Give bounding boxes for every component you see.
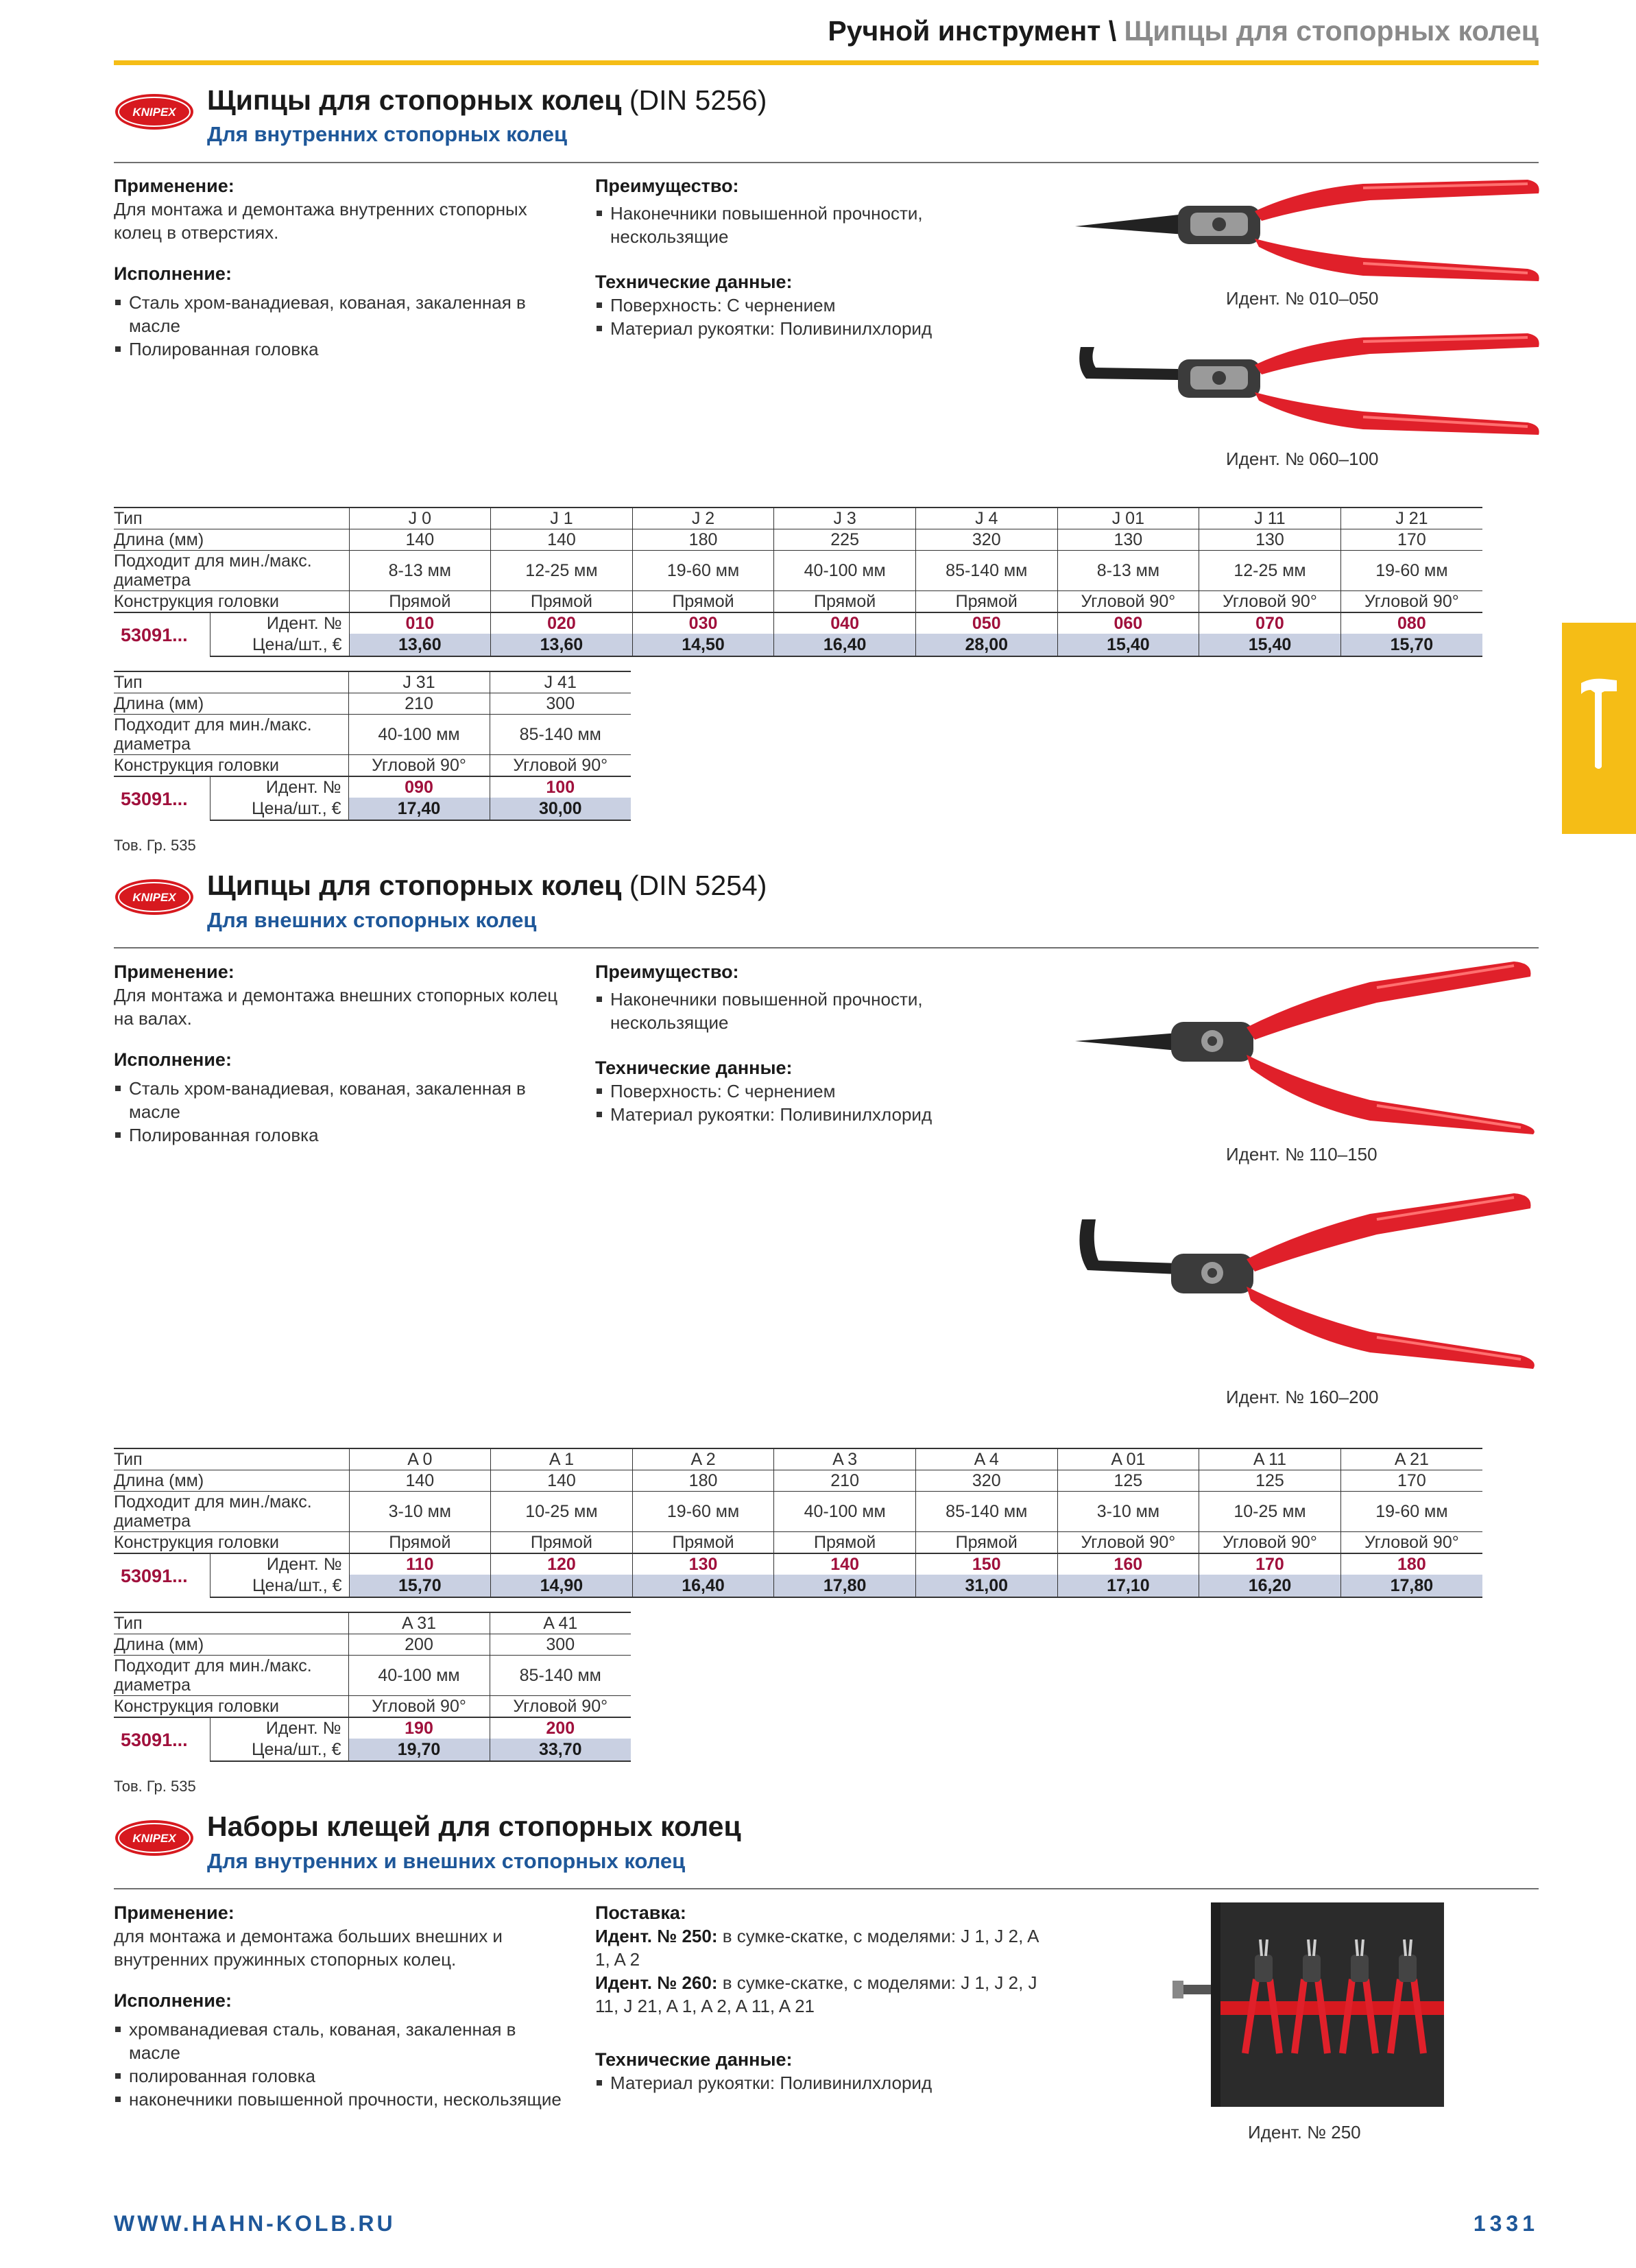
cell-type: J 31 [348, 671, 490, 693]
header-category: Ручной инструмент [828, 15, 1101, 47]
tech-data-label: Технические данные: [595, 272, 793, 292]
label-type: Тип [114, 508, 349, 529]
label-length: Длина (мм) [114, 693, 348, 715]
row-length [114, 1470, 1482, 1492]
cell-type: A 0 [349, 1448, 491, 1470]
cell-head: Прямой [915, 591, 1057, 613]
cell-ident: 050 [915, 612, 1057, 634]
product-group: Тов. Гр. 535 [114, 1778, 196, 1795]
pliers-angled-image [1075, 1189, 1541, 1374]
section-title-norm: (DIN 5254) [621, 870, 767, 901]
label-price: Цена/шт., € [210, 1575, 349, 1597]
row-head [114, 591, 1482, 613]
pliers-straight-image [1075, 959, 1541, 1137]
header-separator: \ [1100, 15, 1124, 47]
execution-item: Полированная головка [114, 337, 566, 361]
cell-ident: 160 [1057, 1553, 1199, 1575]
cell-ident: 010 [349, 612, 491, 634]
cell-diameter: 3-10 мм [349, 1492, 491, 1532]
label-type: Тип [114, 1448, 349, 1470]
label-type: Тип [114, 671, 348, 693]
tech-data-label: Технические данные: [595, 2049, 793, 2070]
knipex-logo-text: KNIPEX [132, 1832, 176, 1845]
cell-price: 16,20 [1199, 1575, 1341, 1597]
cell-ident: 030 [632, 612, 774, 634]
cell-length: 140 [491, 529, 633, 551]
spec-table [114, 507, 1482, 657]
label-ident: Идент. № [210, 1717, 348, 1739]
row-diameter [114, 1492, 1482, 1532]
cell-ident: 120 [491, 1553, 633, 1575]
cell-length: 140 [349, 529, 491, 551]
cell-ident: 170 [1199, 1553, 1341, 1575]
supply-text: в сумке-скатке, с моделями: J 1, J 2, A 1, A 2 [595, 1926, 1039, 1970]
execution-label: Исполнение: [114, 1049, 232, 1070]
supply-item [595, 1971, 1048, 2018]
pliers-angled-image [1075, 326, 1541, 436]
cell-type: A 4 [915, 1448, 1057, 1470]
ident-caption: Идент. № 010–050 [1226, 288, 1379, 309]
cell-length: 125 [1057, 1470, 1199, 1492]
row-length [114, 1634, 631, 1656]
spec-table [114, 671, 631, 821]
cell-diameter: 85-140 мм [490, 1656, 631, 1696]
cell-length: 300 [490, 1634, 631, 1656]
section-rule [114, 162, 1539, 163]
cell-diameter: 85-140 мм [915, 551, 1057, 591]
cell-ident: 140 [774, 1553, 916, 1575]
application-label: Применение: [114, 176, 234, 196]
cell-diameter: 19-60 мм [1340, 551, 1482, 591]
cell-length: 225 [774, 529, 916, 551]
cell-head: Угловой 90° [1199, 591, 1341, 613]
application-text: Для монтажа и демонтажа внешних стопорных колец на валах. [114, 985, 558, 1029]
cell-price: 15,70 [349, 1575, 491, 1597]
spec-table [114, 1612, 631, 1762]
cell-ident: 190 [348, 1717, 490, 1739]
cell-type: A 31 [348, 1612, 490, 1634]
row-head [114, 1532, 1482, 1554]
article-prefix: 53091... [114, 1553, 210, 1597]
tech-data-item: Материал рукоятки: Поливинилхлорид [595, 317, 1007, 340]
cell-diameter: 40-100 мм [774, 1492, 916, 1532]
cell-type: A 1 [491, 1448, 633, 1470]
knipex-logo-text: KNIPEX [132, 891, 176, 904]
section-title [207, 1811, 741, 1843]
cell-type: J 4 [915, 508, 1057, 529]
section-title-bold: Наборы клещей для стопорных колец [207, 1811, 741, 1842]
execution-list [114, 2018, 566, 2111]
cell-price: 15,40 [1057, 634, 1199, 656]
cell-type: J 01 [1057, 508, 1199, 529]
cell-type: A 01 [1057, 1448, 1199, 1470]
cell-length: 180 [632, 529, 774, 551]
application-label: Применение: [114, 962, 234, 982]
supply-ident: Идент. № 260: [595, 1972, 718, 1993]
tech-data-list [595, 1079, 1007, 1126]
label-diameter: Подходит для мин./макс. диаметра [114, 1492, 349, 1532]
tech-data-list [595, 2071, 1007, 2094]
cell-price: 17,10 [1057, 1575, 1199, 1597]
section-title [207, 84, 767, 117]
advantage-list [595, 202, 979, 248]
cell-type: A 3 [774, 1448, 916, 1470]
row-ident [114, 1553, 1482, 1575]
cell-ident: 100 [490, 776, 631, 798]
knipex-logo [114, 1817, 195, 1859]
cell-type: J 3 [774, 508, 916, 529]
page-header-title [828, 15, 1539, 47]
row-diameter [114, 551, 1482, 591]
cell-length: 170 [1340, 529, 1482, 551]
supply-ident: Идент. № 250: [595, 1926, 718, 1946]
application-text: Для монтажа и демонтажа внутренних стопорных колец в отверстиях. [114, 199, 527, 243]
cell-price: 17,80 [1340, 1575, 1482, 1597]
cell-diameter: 12-25 мм [491, 551, 633, 591]
cell-price: 16,40 [632, 1575, 774, 1597]
cell-length: 320 [915, 1470, 1057, 1492]
cell-diameter: 19-60 мм [632, 1492, 774, 1532]
row-diameter [114, 715, 631, 755]
side-tab [1562, 623, 1636, 834]
cell-ident: 040 [774, 612, 916, 634]
cell-diameter: 3-10 мм [1057, 1492, 1199, 1532]
cell-diameter: 85-140 мм [915, 1492, 1057, 1532]
cell-price: 33,70 [490, 1739, 631, 1761]
label-diameter: Подходит для мин./макс. диаметра [114, 715, 348, 755]
page-number: 1331 [1473, 2211, 1539, 2236]
cell-diameter: 12-25 мм [1199, 551, 1341, 591]
row-ident [114, 776, 631, 798]
cell-length: 130 [1057, 529, 1199, 551]
cell-length: 210 [348, 693, 490, 715]
label-price: Цена/шт., € [210, 634, 349, 656]
row-length [114, 693, 631, 715]
cell-length: 300 [490, 693, 631, 715]
ident-caption: Идент. № 060–100 [1226, 449, 1379, 469]
cell-length: 125 [1199, 1470, 1341, 1492]
cell-head: Прямой [915, 1532, 1057, 1554]
cell-type: J 21 [1340, 508, 1482, 529]
row-type [114, 1612, 631, 1634]
cell-diameter: 85-140 мм [490, 715, 631, 755]
execution-item: наконечники повышенной прочности, нескользящие [114, 2088, 566, 2111]
row-ident [114, 612, 1482, 634]
section-title-bold: Щипцы для стопорных колец [207, 84, 622, 116]
cell-head: Прямой [774, 591, 916, 613]
cell-price: 30,00 [490, 798, 631, 820]
cell-length: 130 [1199, 529, 1341, 551]
cell-ident: 200 [490, 1717, 631, 1739]
section-subtitle: Для внутренних и внешних стопорных колец [207, 1849, 686, 1873]
label-head: Конструкция головки [114, 755, 348, 777]
label-ident: Идент. № [210, 612, 349, 634]
cell-price: 28,00 [915, 634, 1057, 656]
advantage-list [595, 988, 979, 1034]
application-label: Применение: [114, 1902, 234, 1923]
cell-price: 19,70 [348, 1739, 490, 1761]
label-head: Конструкция головки [114, 1532, 349, 1554]
cell-head: Прямой [632, 1532, 774, 1554]
advantage-label: Преимущество: [595, 962, 739, 982]
label-length: Длина (мм) [114, 529, 349, 551]
cell-head: Угловой 90° [1340, 1532, 1482, 1554]
cell-head: Угловой 90° [348, 755, 490, 777]
pliers-straight-image [1075, 176, 1541, 285]
footer-url[interactable]: WWW.HAHN-KOLB.RU [114, 2211, 396, 2236]
execution-item: Сталь хром-ванадиевая, кованая, закаленная в масле [114, 1077, 566, 1123]
cell-type: A 41 [490, 1612, 631, 1634]
cell-head: Угловой 90° [1057, 1532, 1199, 1554]
application-text: для монтажа и демонтажа больших внешних и внутренних пружинных стопорных колец. [114, 1926, 503, 1970]
row-ident [114, 1717, 631, 1739]
execution-item: хромванадиевая сталь, кованая, закаленная в масле [114, 2018, 566, 2064]
label-length: Длина (мм) [114, 1634, 348, 1656]
ident-caption: Идент. № 110–150 [1226, 1144, 1378, 1165]
cell-price: 13,60 [349, 634, 491, 656]
cell-type: J 2 [632, 508, 774, 529]
cell-head: Прямой [349, 591, 491, 613]
cell-head: Прямой [349, 1532, 491, 1554]
cell-ident: 080 [1340, 612, 1482, 634]
cell-type: A 21 [1340, 1448, 1482, 1470]
label-head: Конструкция головки [114, 591, 349, 613]
cell-diameter: 19-60 мм [1340, 1492, 1482, 1532]
label-price: Цена/шт., € [210, 1739, 348, 1761]
section-rule [114, 1888, 1539, 1889]
section-subtitle: Для внутренних стопорных колец [207, 122, 568, 146]
row-length [114, 529, 1482, 551]
section-title [207, 870, 767, 902]
cell-head: Угловой 90° [1199, 1532, 1341, 1554]
supply-label: Поставка: [595, 1902, 686, 1923]
cell-diameter: 8-13 мм [1057, 551, 1199, 591]
cell-length: 140 [491, 1470, 633, 1492]
article-prefix: 53091... [114, 1717, 210, 1761]
cell-ident: 090 [348, 776, 490, 798]
cell-type: J 11 [1199, 508, 1341, 529]
tech-data-label: Технические данные: [595, 1058, 793, 1078]
cell-length: 210 [774, 1470, 916, 1492]
tech-data-list [595, 294, 1007, 340]
header-accent-line [114, 60, 1539, 65]
cell-ident: 130 [632, 1553, 774, 1575]
label-head: Конструкция головки [114, 1696, 348, 1718]
label-length: Длина (мм) [114, 1470, 349, 1492]
tool-roll-image [1170, 1898, 1451, 2111]
row-head [114, 755, 631, 777]
cell-type: J 41 [490, 671, 631, 693]
label-diameter: Подходит для мин./макс. диаметра [114, 551, 349, 591]
label-type: Тип [114, 1612, 348, 1634]
cell-head: Прямой [774, 1532, 916, 1554]
cell-type: J 0 [349, 508, 491, 529]
label-ident: Идент. № [210, 776, 348, 798]
supply-text: в сумке-скатке, с моделями: J 1, J 2, J 11, J 21, A 1, A 2, A 11, A 21 [595, 1972, 1037, 2016]
advantage-item: Наконечники повышенной прочности, нескользящие [595, 988, 979, 1034]
cell-diameter: 10-25 мм [1199, 1492, 1341, 1532]
cell-ident: 020 [491, 612, 633, 634]
advantage-item: Наконечники повышенной прочности, нескользящие [595, 202, 979, 248]
cell-type: J 1 [491, 508, 633, 529]
row-price [114, 634, 1482, 656]
row-type [114, 671, 631, 693]
row-diameter [114, 1656, 631, 1696]
cell-price: 17,80 [774, 1575, 916, 1597]
execution-item: Полированная головка [114, 1123, 566, 1147]
cell-ident: 150 [915, 1553, 1057, 1575]
tech-data-item: Поверхность: С чернением [595, 1079, 1007, 1103]
cell-price: 14,90 [491, 1575, 633, 1597]
supply-item [595, 1924, 1048, 1971]
header-subcategory: Щипцы для стопорных колец [1124, 15, 1539, 47]
cell-head: Прямой [491, 591, 633, 613]
hammer-icon [1577, 676, 1621, 772]
cell-diameter: 19-60 мм [632, 551, 774, 591]
cell-ident: 180 [1340, 1553, 1482, 1575]
cell-type: A 2 [632, 1448, 774, 1470]
row-price [114, 1575, 1482, 1597]
row-head [114, 1696, 631, 1718]
knipex-logo-text: KNIPEX [132, 106, 176, 119]
section-title-bold: Щипцы для стопорных колец [207, 870, 622, 901]
execution-item: полированная головка [114, 2064, 566, 2088]
cell-diameter: 8-13 мм [349, 551, 491, 591]
cell-ident: 070 [1199, 612, 1341, 634]
cell-head: Угловой 90° [348, 1696, 490, 1718]
cell-length: 180 [632, 1470, 774, 1492]
cell-diameter: 40-100 мм [348, 715, 490, 755]
cell-length: 320 [915, 529, 1057, 551]
spec-table [114, 1448, 1482, 1598]
ident-caption: Идент. № 250 [1248, 2122, 1361, 2142]
row-type [114, 508, 1482, 529]
cell-price: 14,50 [632, 634, 774, 656]
label-ident: Идент. № [210, 1553, 349, 1575]
cell-head: Угловой 90° [490, 755, 631, 777]
cell-diameter: 10-25 мм [491, 1492, 633, 1532]
execution-label: Исполнение: [114, 1990, 232, 2011]
knipex-logo [114, 876, 195, 918]
cell-type: A 11 [1199, 1448, 1341, 1470]
cell-price: 31,00 [915, 1575, 1057, 1597]
article-prefix: 53091... [114, 612, 210, 656]
product-group: Тов. Гр. 535 [114, 837, 196, 854]
execution-list [114, 1077, 566, 1147]
cell-length: 140 [349, 1470, 491, 1492]
cell-price: 13,60 [491, 634, 633, 656]
cell-length: 170 [1340, 1470, 1482, 1492]
execution-item: Сталь хром-ванадиевая, кованая, закаленная в масле [114, 291, 566, 337]
label-diameter: Подходит для мин./макс. диаметра [114, 1656, 348, 1696]
tech-data-item: Материал рукоятки: Поливинилхлорид [595, 2071, 1007, 2094]
cell-head: Угловой 90° [1057, 591, 1199, 613]
section-subtitle: Для внешних стопорных колец [207, 908, 537, 932]
execution-label: Исполнение: [114, 263, 232, 284]
cell-diameter: 40-100 мм [774, 551, 916, 591]
cell-ident: 060 [1057, 612, 1199, 634]
cell-diameter: 40-100 мм [348, 1656, 490, 1696]
row-type [114, 1448, 1482, 1470]
section-rule [114, 947, 1539, 948]
advantage-label: Преимущество: [595, 176, 739, 196]
cell-price: 17,40 [348, 798, 490, 820]
section-title-norm: (DIN 5256) [621, 84, 767, 116]
cell-head: Прямой [632, 591, 774, 613]
cell-price: 16,40 [774, 634, 916, 656]
execution-list [114, 291, 566, 361]
article-prefix: 53091... [114, 776, 210, 820]
cell-head: Прямой [491, 1532, 633, 1554]
cell-price: 15,70 [1340, 634, 1482, 656]
cell-price: 15,40 [1199, 634, 1341, 656]
knipex-logo [114, 91, 195, 132]
ident-caption: Идент. № 160–200 [1226, 1387, 1379, 1407]
tech-data-item: Материал рукоятки: Поливинилхлорид [595, 1103, 1007, 1126]
cell-length: 200 [348, 1634, 490, 1656]
cell-head: Угловой 90° [1340, 591, 1482, 613]
label-price: Цена/шт., € [210, 798, 348, 820]
cell-ident: 110 [349, 1553, 491, 1575]
cell-head: Угловой 90° [490, 1696, 631, 1718]
tech-data-item: Поверхность: С чернением [595, 294, 1007, 317]
